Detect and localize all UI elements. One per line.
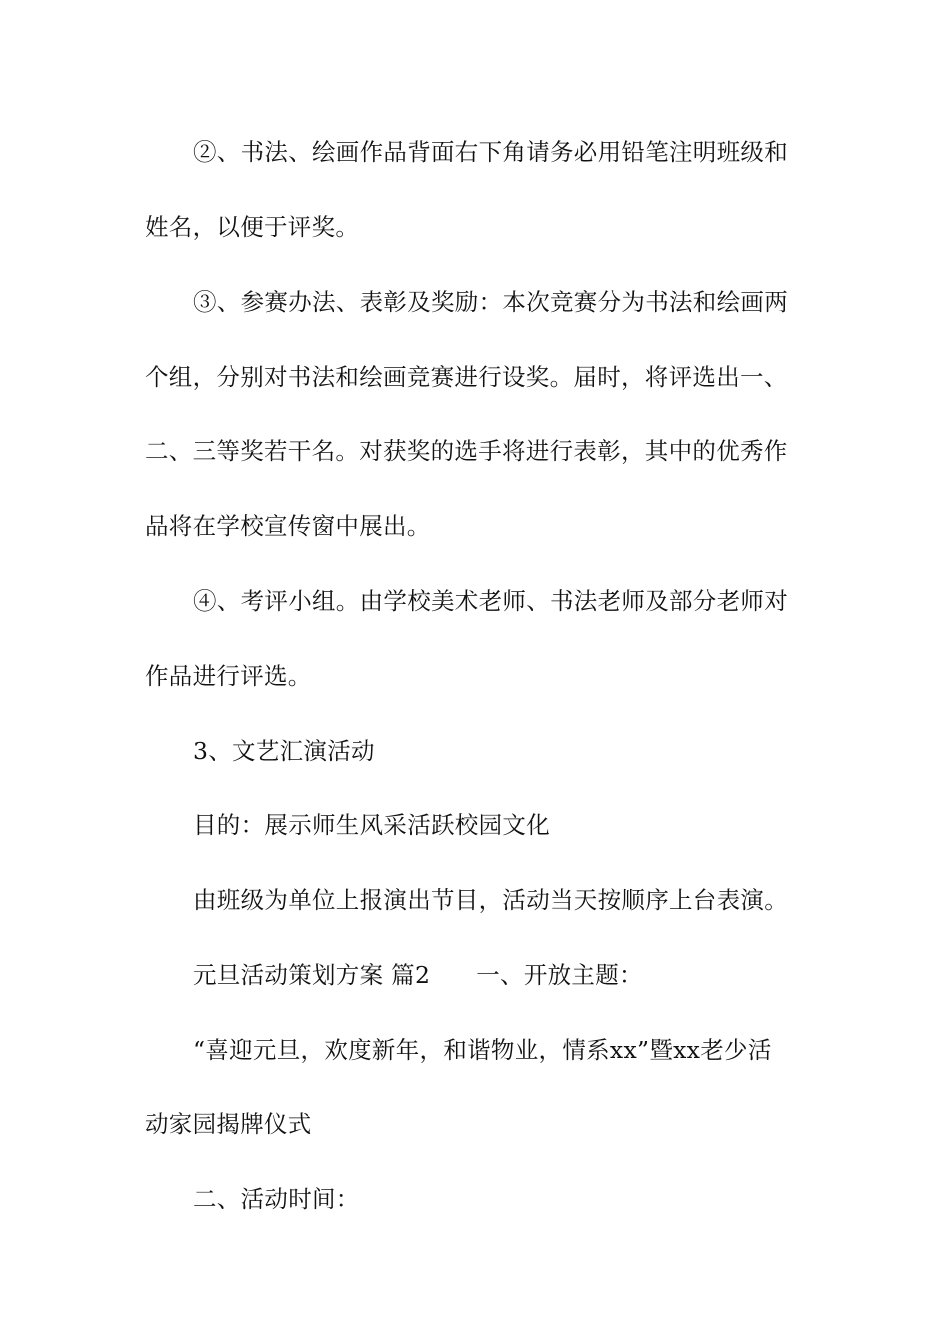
- paragraph-line: 由班级为单位上报演出节目，活动当天按顺序上台表演。: [193, 886, 788, 914]
- paragraph-line: “喜迎元旦，欢度新年，和谐物业，情系xx”暨xx老少活: [193, 1036, 772, 1064]
- article-heading-line: [193, 960, 863, 990]
- paragraph-line: 作品进行评选。: [145, 662, 312, 690]
- section-heading: 二、活动时间：: [193, 1185, 360, 1213]
- paragraph-line: 目的：展示师生风采活跃校园文化: [193, 811, 550, 839]
- paragraph-line: ②、书法、绘画作品背面右下角请务必用铅笔注明班级和: [193, 138, 788, 166]
- section-heading: 一、开放主题：: [476, 961, 643, 989]
- paragraph-line: 姓名，以便于评奖。: [145, 213, 360, 241]
- paragraph-line: ③、参赛办法、表彰及奖励：本次竞赛分为书法和绘画两: [193, 288, 788, 316]
- paragraph-line: 二、三等奖若干名。对获奖的选手将进行表彰，其中的优秀作: [145, 437, 788, 465]
- section-heading: 3、文艺汇演活动: [193, 737, 375, 765]
- paragraph-line: 品将在学校宣传窗中展出。: [145, 512, 431, 540]
- paragraph-line: 个组，分别对书法和绘画竞赛进行设奖。届时，将评选出一、: [145, 363, 788, 391]
- paragraph-line: ④、考评小组。由学校美术老师、书法老师及部分老师对: [193, 587, 788, 615]
- article-title: 元旦活动策划方案 篇2: [193, 961, 431, 989]
- paragraph-line: 动家园揭牌仪式: [145, 1110, 312, 1138]
